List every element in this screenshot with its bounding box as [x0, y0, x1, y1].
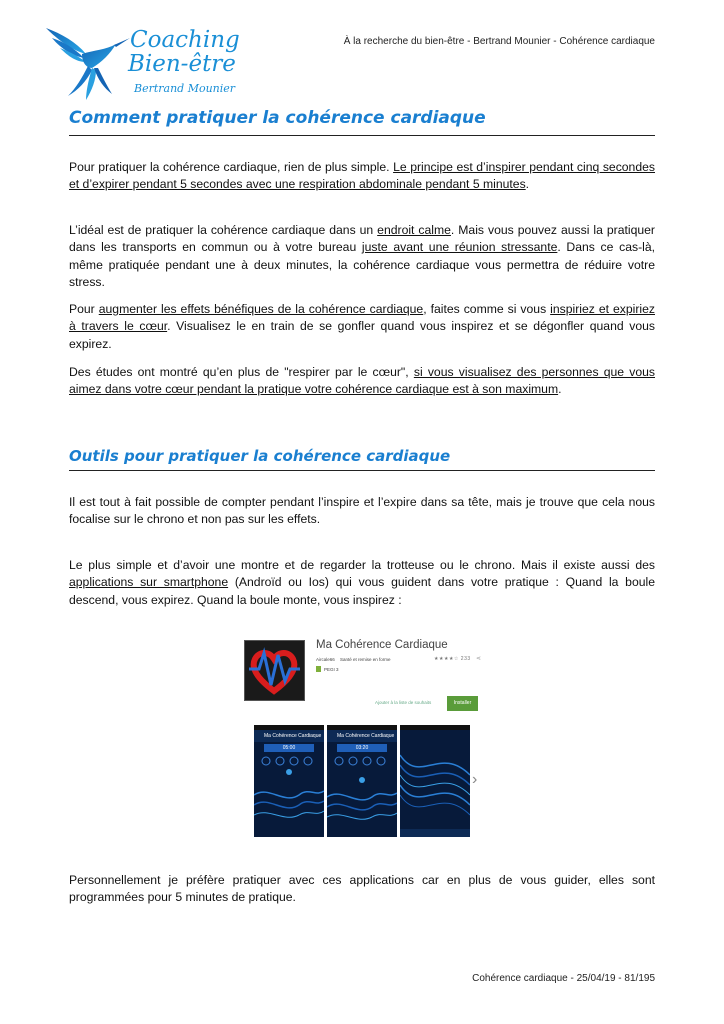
section-divider [69, 470, 655, 471]
app-screenshot-1 [254, 725, 324, 837]
app-pegi-label: PEGI 3 [324, 667, 339, 672]
section-title-tools: Outils pour pratiquer la cohérence cardiaque [69, 447, 451, 465]
pegi-badge-icon [316, 666, 321, 672]
text: . Mais vous pouvez aussi la pratiquer dans les transports en commun ou à votre bureau [69, 223, 655, 255]
logo-author: Bertrand Mounier [134, 82, 236, 95]
logo-line-2: Bien-être [128, 51, 236, 77]
app-store-screenshot [244, 637, 484, 837]
paragraph-heart [69, 301, 655, 353]
page-header: À la recherche du bien-être - Bertrand Mounier - Cohérence cardiaque [343, 36, 655, 47]
wave-graphic-icon [400, 725, 470, 837]
paragraph-ideal [69, 222, 655, 292]
section-title-practice: Comment pratiquer la cohérence cardiaque [69, 108, 486, 128]
text: Pour [69, 302, 99, 316]
logo [42, 24, 262, 104]
text: Pour pratiquer la cohérence cardiaque, rien de plus simple. [69, 160, 394, 174]
app-title: Ma Cohérence Cardiaque [316, 639, 448, 651]
page-footer: Cohérence cardiaque - 25/04/19 - 81/195 [472, 973, 655, 984]
text: . Visualisez le en train de se gonfler quand vous inspirez et se dégonfler quand vous expirez. [69, 319, 655, 351]
app-screenshot-2 [327, 725, 397, 837]
screenshot-title: Ma Cohérence Cardiaque [327, 730, 397, 742]
underlined-text: endroit calme [377, 223, 451, 237]
app-developer: Aircale66 [316, 657, 335, 662]
share-icon: ⋖ [476, 656, 482, 662]
app-category: Santé et remise en forme [340, 657, 391, 662]
text: Des études ont montré qu’en plus de "respirer par le cœur", [69, 365, 414, 379]
paragraph-apps [69, 557, 655, 609]
app-screenshot-3 [400, 725, 470, 837]
timer-display: 05:00 [264, 744, 314, 752]
paragraph-preference: Personnellement je préfère pratiquer avec ces applications car en plus de vous guider, elles sont programmées pour 5 minutes de pratique. [69, 873, 655, 905]
timer-display: 03:20 [337, 744, 387, 752]
wishlist-link: Ajouter à la liste de souhaits [375, 700, 432, 705]
wave-graphic-icon [327, 725, 397, 837]
underlined-text: applications sur smartphone [69, 575, 229, 590]
chevron-right-icon: › [472, 771, 478, 788]
wave-graphic-icon [254, 725, 324, 837]
paragraph-principle [69, 159, 655, 194]
text: . [525, 177, 530, 192]
paragraph-counting: Il est tout à fait possible de compter pendant l’inspire et l’expire dans sa tête, mais je trouve que cela nous focalise sur le chrono et non pas sur les effets. [69, 495, 655, 527]
underlined-text: Le principe est d’inspirer pendant cinq secondes et d’expirer pendant 5 secondes avec une respiration abdominale pendant 5 minutes [69, 160, 655, 192]
text: L’idéal est de pratiquer la cohérence cardiaque dans un [69, 223, 378, 237]
heart-wave-icon [245, 641, 304, 700]
install-button: Installer [447, 696, 478, 711]
text: (Androïd ou Ios) qui vous guident dans votre pratique : Quand la boule descend, vous expirez. Quand la boule monte, vous inspirez : [69, 575, 655, 607]
underlined-text: inspiriez et expiriez à travers le cœur [69, 302, 655, 334]
paragraph-studies [69, 364, 655, 399]
logo-line-1: Coaching [130, 27, 240, 53]
text: Le plus simple et d’avoir une montre et de regarder la trotteuse ou le chrono. Mais il existe aussi des [69, 558, 655, 572]
section-divider [69, 135, 655, 136]
text: , faites comme si vous [423, 302, 551, 316]
underlined-text: juste avant une réunion stressante [361, 240, 558, 255]
underlined-text: si vous visualisez des personnes que vous aimez dans votre cœur pendant la pratique votre cohérence cardiaque est à son maximum [69, 365, 655, 397]
underlined-text: augmenter les effets bénéfiques de la cohérence cardiaque [98, 302, 424, 316]
screenshot-title: Ma Cohérence Cardiaque [254, 730, 324, 742]
app-icon [244, 640, 305, 701]
text: . [558, 382, 562, 397]
app-rating-stars: ★★★★☆ 233 [434, 656, 471, 662]
text: . Dans ce cas-là, même pratiquée pendant une à deux minutes, la cohérence cardiaque vous permettra de réduire votre stress. [69, 240, 655, 290]
hummingbird-icon [42, 24, 132, 104]
